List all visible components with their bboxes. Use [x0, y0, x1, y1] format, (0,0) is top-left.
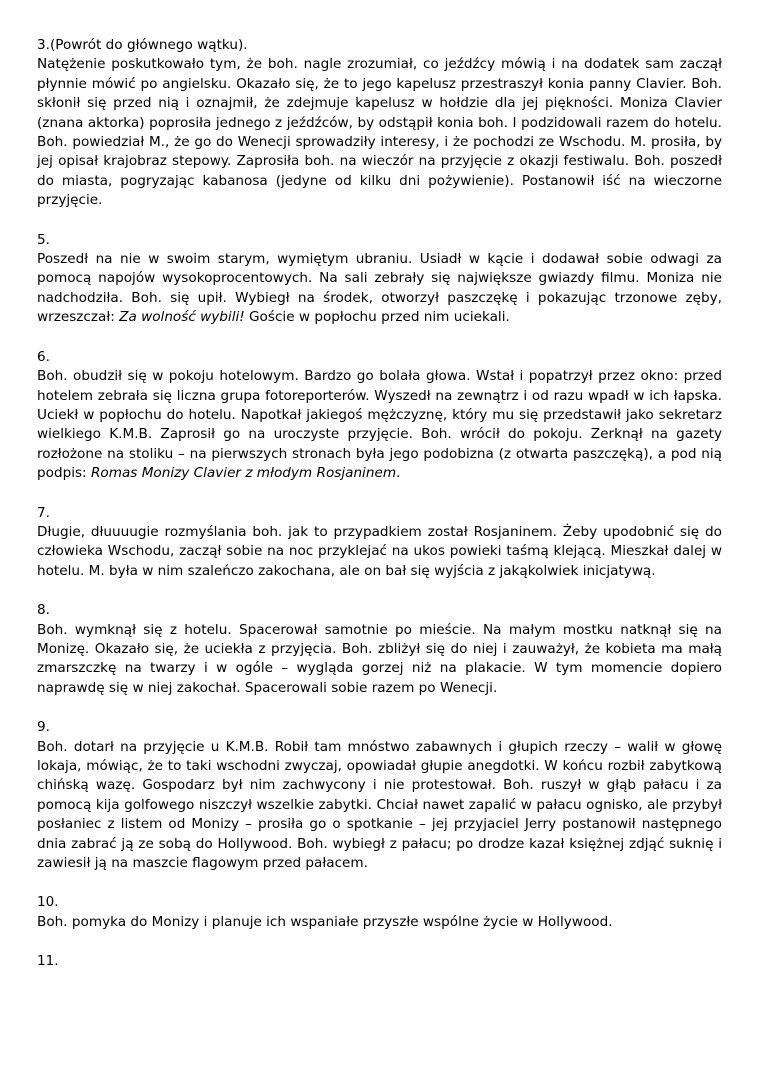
section-10 — [37, 893, 722, 932]
section-text: Boh. pomyka do Monizy i planuje ich wspaniałe przyszłe wspólne życie w Hollywood. — [37, 913, 613, 930]
section-number: 7. — [37, 504, 50, 521]
text-run: Boh. obudził się w pokoju hotelowym. Bardzo go bolała głowa. Wstał i popatrzył przez okno: przed hotelem zebrała się liczna grupa fotoreporterów. Wyszedł na zewnątrz i od razu wpadł w ich łapska. Uciekł w popłochu do hotelu. Napotkał jakiegoś mężczyznę, który mu się przedstawił jako sekretarz wielkiego K.M.B. Zaprosił go na uroczyste przyjęcie. Boh. wrócił do pokoju. Zerknął na gazety rozłożone na stoliku – na pierwszych stronach była jego podobizna (z otwarta paszczęką), a pod nią podpis: — [37, 368, 722, 482]
italic-quote: Za wolność wybili! — [119, 309, 245, 326]
section-number: 3.(Powrót do głównego wątku). — [37, 37, 248, 53]
section-5 — [37, 231, 722, 328]
section-number: 8. — [37, 602, 50, 619]
section-text: Boh. dotarł na przyjęcie u K.M.B. Robił tam mnóstwo zabawnych i głupich rzeczy – walił w głowę lokaja, mówiąc, że to taki wschodni zwyczaj, opowiadał głupie anegdotki. W końcu rozbił zabytkową chińską wazę. Gospodarz był nim zachwycony i nie protestował. Boh. ruszył w głąb pałacu i za pomocą kija golfowego niszczył wszelkie zabytki. Chciał nawet zapalić w pałacu ognisko, ale przybył posłaniec z listem od Monizy – prosiła go o spotkanie – jej przyjaciel Jerry postanowił następnego dnia zabrać ją ze sobą do Hollywood. Boh. wybiegł z pałacu; po drodze kazał księżnej zdjąć suknię i zawiesił ją na maszcie flagowym przed pałacem. — [37, 738, 722, 872]
text-run: Goście w popłochu przed nim uciekali. — [244, 309, 510, 326]
section-8 — [37, 601, 722, 698]
section-text: Natężenie poskutkowało tym, że boh. nagle zrozumiał, co jeźdźcy mówią i na dodatek sam zaczął płynnie mówić po angielsku. Okazało się, że to jego kapelusz przestraszył konia panny Clavier. Boh. skłonił się przed nią i oznajmił, że zdejmuje kapelusz w hołdzie dla jej piękności. Moniza Clavier (znana aktorka) poprosiła jednego z jeźdźców, by odstąpił konia boh. I podzidowali razem do hotelu. Boh. powiedział M., że go do Wenecji sprowadziły interesy, i że pochodzi ze Wschodu. M. prosiła, by jej opisał krajobraz stepowy. Zaprosiła boh. na wieczór na przyjęcie z okazji festiwalu. Boh. poszedł do miasta, pogryzając kabanosa (jedyne od kilku dni pożywienie). Postanowił iść na wieczorne przyjęcie. — [37, 56, 722, 209]
section-number: 5. — [37, 231, 50, 248]
section-3 — [37, 36, 722, 211]
section-number: 9. — [37, 719, 50, 736]
section-11 — [37, 952, 722, 971]
section-text — [37, 367, 722, 483]
italic-caption: Romas Monizy Clavier z młodym Rosjaninem — [90, 465, 397, 482]
section-text: Długie, dłuuuugie rozmyślania boh. jak to przypadkiem został Rosjaninem. Żeby upodobnić się do człowieka Wschodu, zaczął sobie na noc przyklejać na ukos powieki taśmą klejącą. Mieszkał dalej w hotelu. M. była w nim szaleńczo zakochana, ale on bał się wyjścia z jakąkolwiek inicjatywą. — [37, 523, 722, 579]
section-6 — [37, 348, 722, 484]
text-run: . — [396, 465, 401, 482]
section-7 — [37, 504, 722, 582]
section-number: 6. — [37, 348, 50, 365]
section-text: Boh. wymknął się z hotelu. Spacerował samotnie po mieście. Na małym mostku natknął się na Monizę. Okazało się, że uciekła z przyjęcia. Boh. zbliżył się do niej i zauważył, że kobieta ma małą zmarszczkę na twarzy i w ogóle – wygląda gorzej niż na plakacie. W tym momencie dopiero naprawdę się w niej zakochał. Spacerowali sobie razem po Wenecji. — [37, 621, 722, 696]
section-text — [37, 250, 722, 328]
text-run: Poszedł na nie w swoim starym, wymiętym ubraniu. Usiadł w kącie i dodawał sobie odwagi za pomocą napojów wysokoprocentowych. Na sali zebrały się największe gwiazdy filmu. Moniza nie nadchodziła. Boh. się upił. Wybiegł na środek, otworzył paszczękę i pokazując trzonowe zęby, wrzeszczał: — [37, 251, 722, 326]
section-number: 11. — [37, 953, 59, 970]
section-number: 10. — [37, 894, 59, 911]
section-9 — [37, 718, 722, 873]
